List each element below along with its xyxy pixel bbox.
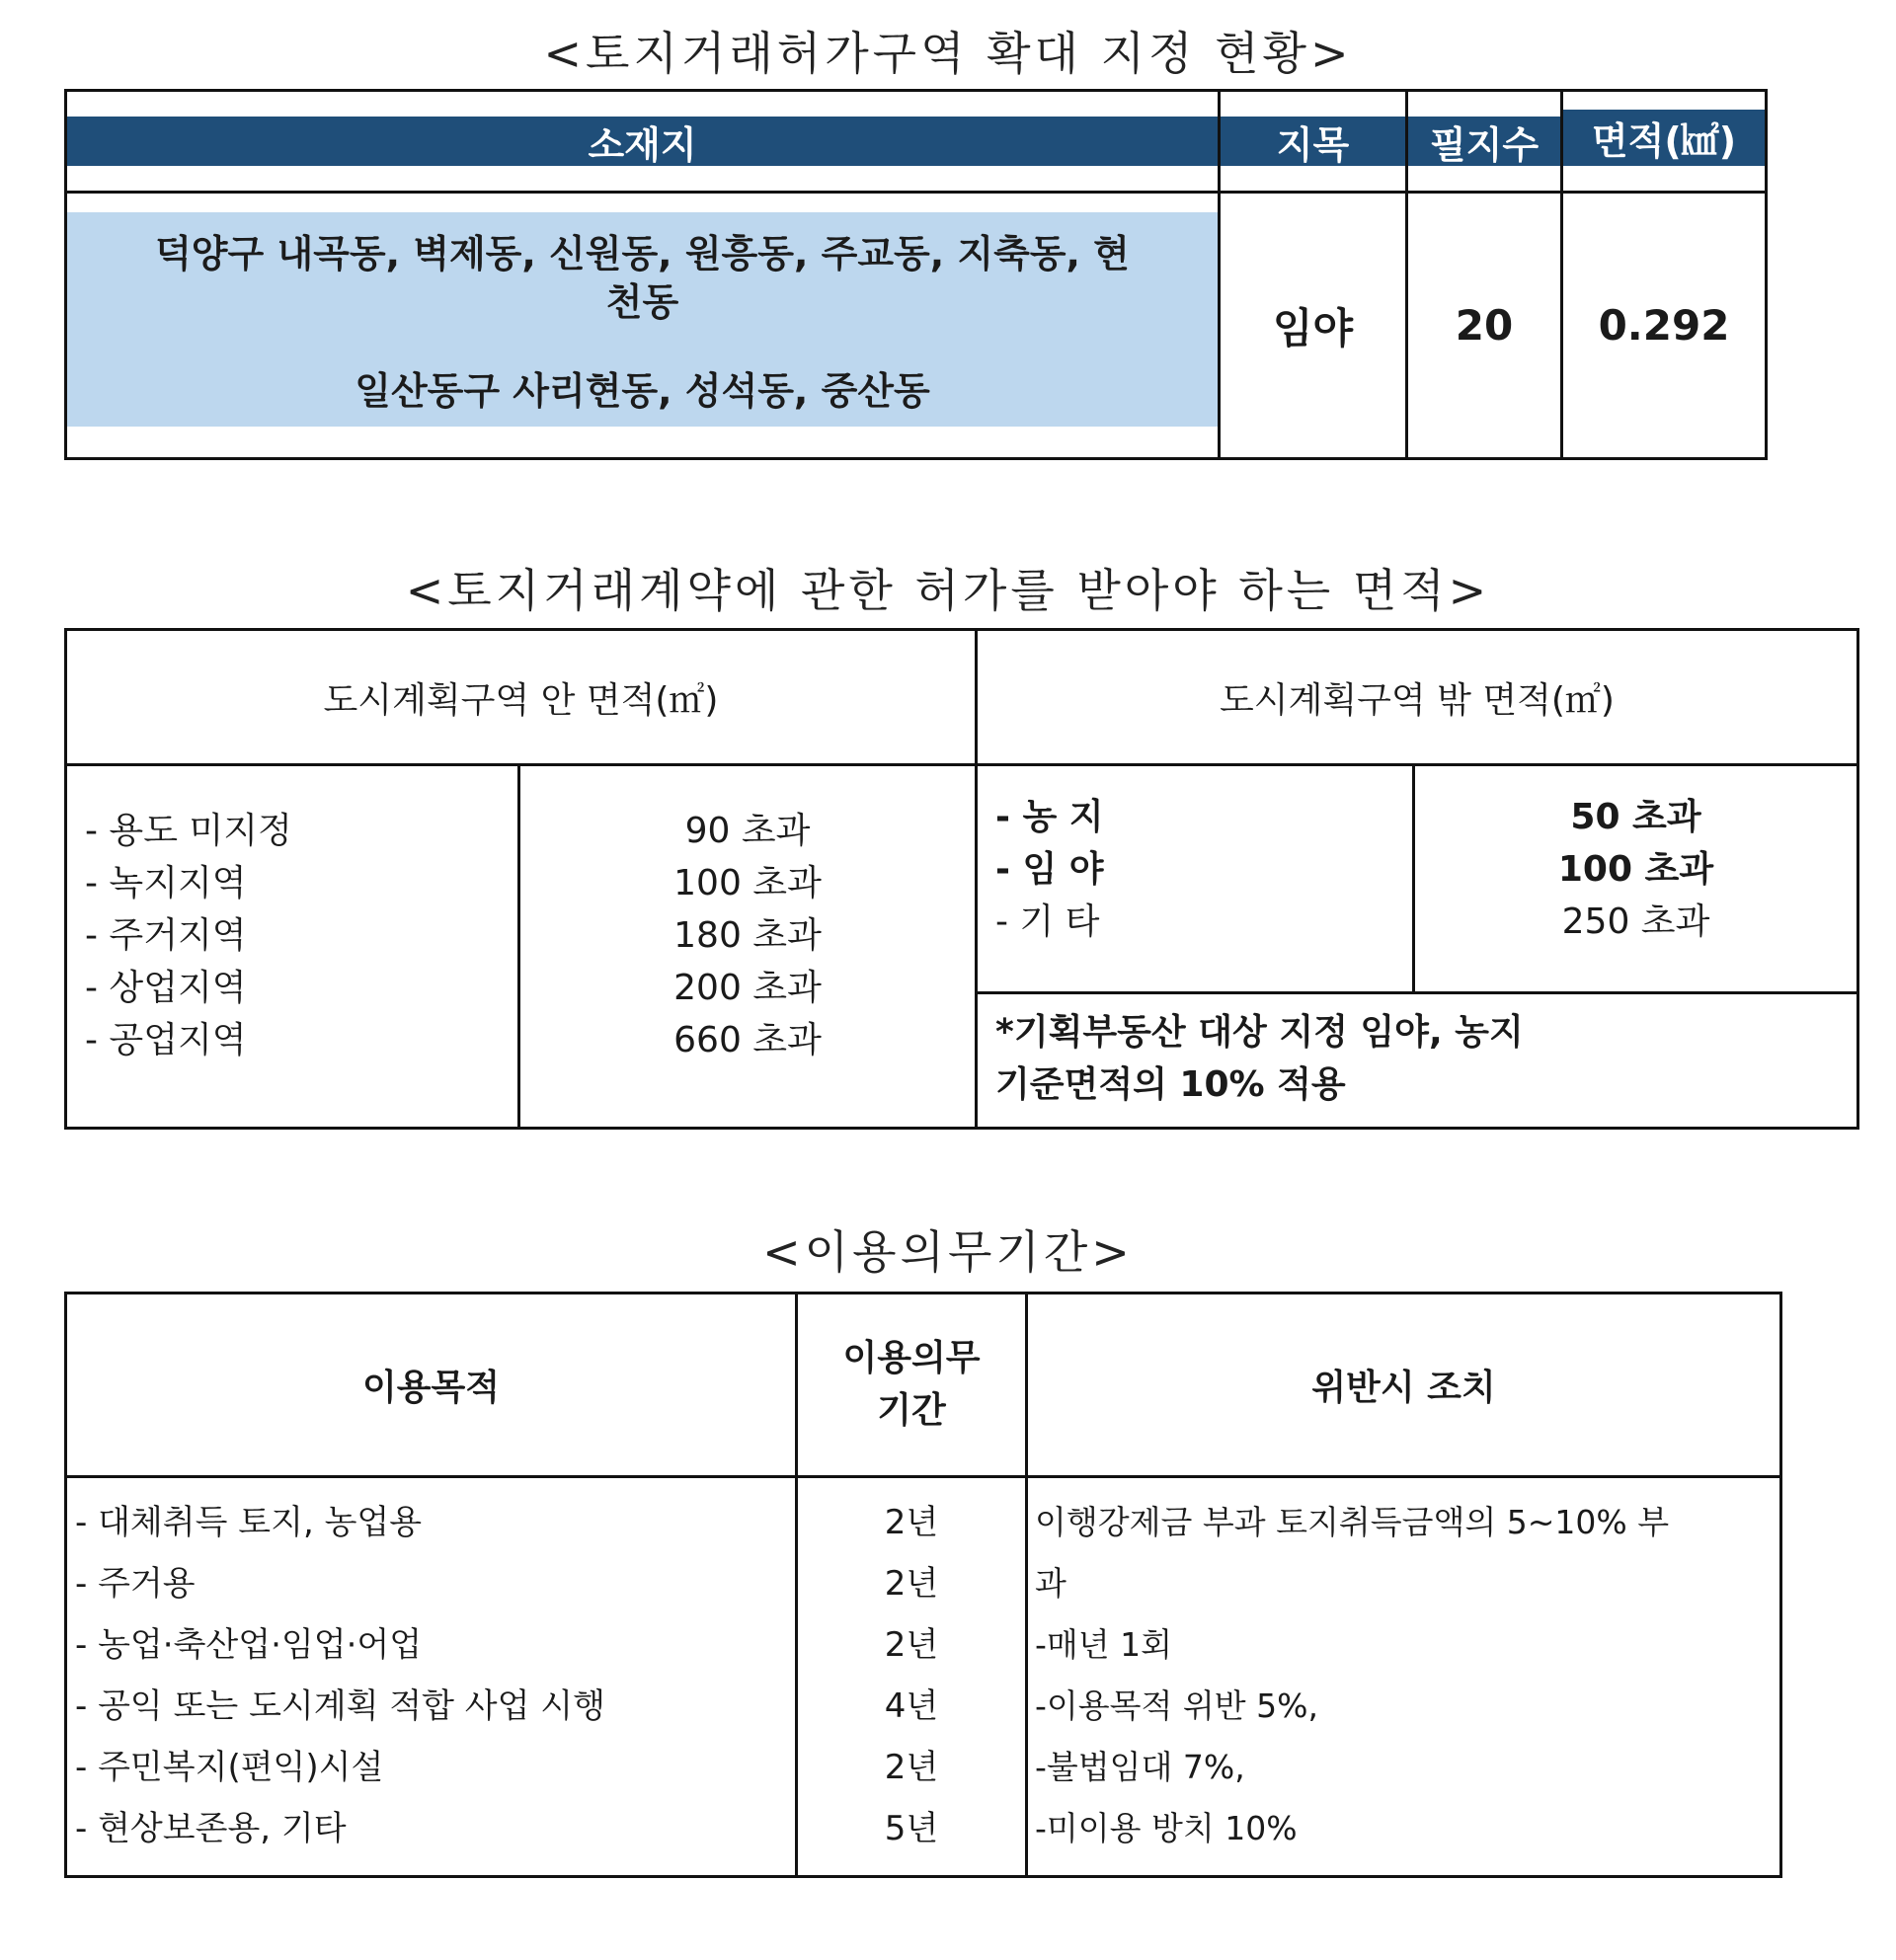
section1-title: <토지거래허가구역 확대 지정 현황> — [543, 27, 1353, 80]
divider — [67, 763, 1856, 766]
purpose-item: - 공익 또는 도시계획 적합 사업 시행 — [75, 1686, 605, 1726]
section3-title: <이용의무기간> — [762, 1225, 1134, 1279]
purpose-list — [75, 1492, 791, 1859]
header-measure: 위반시 조치 — [1311, 1368, 1496, 1408]
zone-label: - 주거지역 — [85, 915, 247, 956]
permit-area-table — [64, 628, 1859, 1130]
note-text: 적용 — [1264, 1064, 1346, 1105]
zone-value: 250 초과 — [1561, 902, 1710, 942]
purpose-item: - 주거용 — [75, 1564, 196, 1604]
zone-label: - 용도 미지정 — [85, 811, 292, 851]
purpose-item: - 농업·축산업·임업·어업 — [75, 1625, 423, 1665]
zone-label: - 임 야 — [995, 849, 1104, 890]
location-line: 일산동구 사리현동, 성석동, 중산동 — [355, 368, 930, 413]
location-cell — [67, 212, 1218, 427]
location-line: 덕양구 내곡동, 벽제동, 신원동, 원흥동, 주교동, 지축동, 현 — [155, 232, 1130, 275]
purpose-item: - 대체취득 토지, 농업용 — [75, 1503, 423, 1542]
period-item: 2년 — [884, 1625, 939, 1665]
zone-label: - 녹지지역 — [85, 863, 247, 903]
header-land-category: 지목 — [1221, 117, 1405, 166]
period-item: 4년 — [884, 1686, 939, 1726]
header-area: 면적(㎢) — [1563, 110, 1765, 166]
outside-header: 도시계획구역 밖 면적(㎡) — [1220, 679, 1615, 721]
header-location: 소재지 — [67, 117, 1218, 166]
measure-list — [1035, 1492, 1778, 1859]
header-parcels: 필지수 — [1408, 117, 1560, 166]
zone-value: 200 초과 — [673, 968, 822, 1008]
zone-value: 50 초과 — [1570, 797, 1701, 837]
note — [995, 1006, 1845, 1111]
measure-item: -매년 1회 — [1035, 1625, 1173, 1664]
zone-label: - 기 타 — [995, 902, 1100, 942]
period-item: 2년 — [884, 1503, 939, 1542]
measure-item: 과 — [1035, 1564, 1066, 1603]
section2-title: <토지거래계약에 관한 허가를 받아야 하는 면적> — [405, 564, 1491, 617]
zone-value: 180 초과 — [673, 915, 822, 956]
zone-label: - 농 지 — [995, 797, 1104, 837]
zone-value: 660 초과 — [673, 1020, 822, 1060]
area-value: 0.292 — [1598, 301, 1730, 350]
inside-values — [520, 805, 975, 1066]
period-item: 2년 — [884, 1748, 939, 1787]
measure-item: -이용목적 위반 5%, — [1035, 1686, 1318, 1725]
outside-zones — [995, 791, 1410, 948]
zone-label: - 공업지역 — [85, 1020, 247, 1060]
usage-period-table — [64, 1292, 1782, 1878]
zone-value: 90 초과 — [684, 811, 811, 851]
inside-zones — [85, 805, 510, 1066]
land-category-value: 임야 — [1272, 303, 1354, 353]
inside-header: 도시계획구역 안 면적(㎡) — [323, 679, 719, 721]
divider — [67, 1475, 1779, 1478]
measure-item: -불법임대 7%, — [1035, 1748, 1245, 1786]
location-line: 천동 — [605, 280, 679, 325]
period-item: 5년 — [884, 1809, 939, 1848]
header-period — [798, 1294, 1025, 1475]
purpose-item: - 주민복지(편익)시설 — [75, 1748, 384, 1787]
measure-item: 이행강제금 부과 토지취득금액의 5~10% 부 — [1035, 1503, 1670, 1541]
outside-values — [1415, 791, 1856, 948]
period-item: 2년 — [884, 1564, 939, 1604]
note-line: *기획부동산 대상 지정 임야, 농지 — [995, 1012, 1524, 1053]
measure-item: -미이용 방치 10% — [1035, 1809, 1298, 1847]
note-percent: 10% — [1179, 1064, 1265, 1105]
zone-label: - 상업지역 — [85, 968, 247, 1008]
note-line — [995, 1058, 1845, 1111]
purpose-item: - 현상보존용, 기타 — [75, 1809, 347, 1848]
note-text: 기준면적의 — [995, 1064, 1180, 1105]
designation-table — [64, 89, 1768, 460]
header-period-line: 이용의무 — [842, 1338, 981, 1379]
period-list — [798, 1492, 1025, 1859]
divider — [978, 991, 1856, 994]
zone-value: 100 초과 — [673, 863, 822, 903]
header-purpose: 이용목적 — [361, 1368, 501, 1408]
parcels-value: 20 — [1455, 301, 1514, 350]
header-period-line: 기간 — [877, 1389, 946, 1431]
zone-value: 100 초과 — [1557, 849, 1714, 890]
